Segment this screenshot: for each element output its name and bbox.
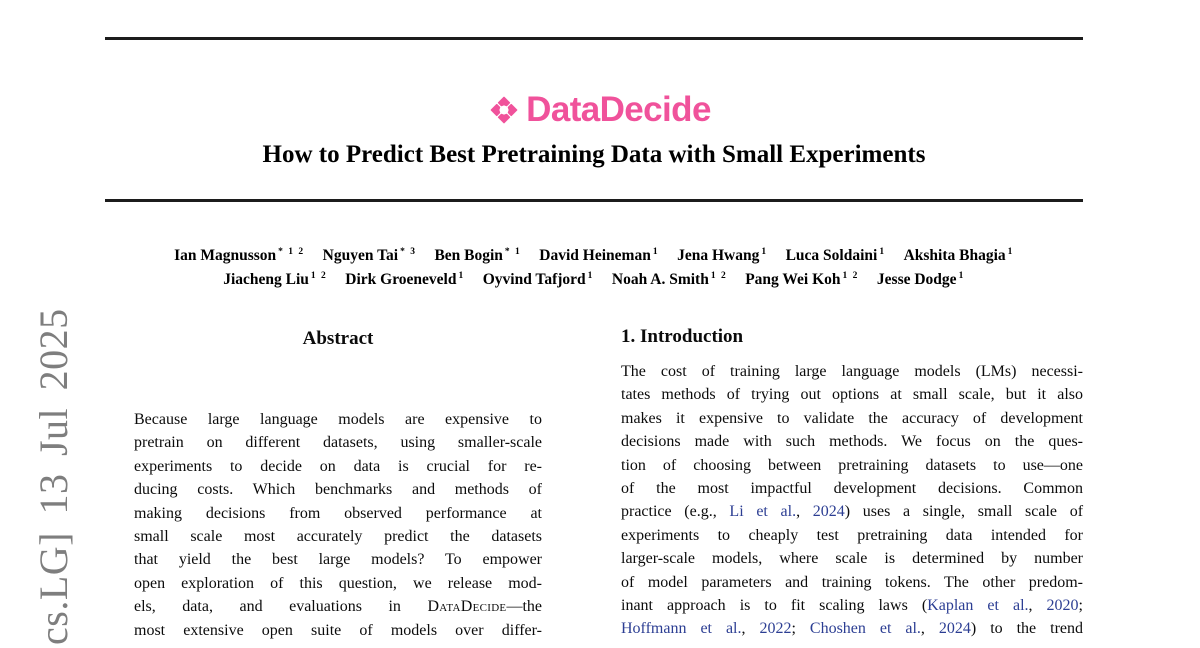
- text-segment: tion of choosing between pretraining datasets to use—one: [621, 456, 1083, 474]
- text-segment: —the: [506, 598, 542, 616]
- text-segment: ,: [741, 620, 760, 638]
- citation-link[interactable]: Li et al.: [729, 503, 797, 521]
- text-line: [621, 617, 1083, 640]
- text-line: [621, 477, 1083, 500]
- text-line: [134, 525, 542, 548]
- text-segment: that yield the best large models? To empower: [134, 551, 542, 569]
- author-affiliation-superscript: 1: [879, 247, 886, 257]
- author: Jena Hwang $^1$: [677, 247, 768, 265]
- text-segment: decisions made with such methods. We focus on the ques-: [621, 433, 1083, 451]
- text-segment: ,: [796, 503, 813, 521]
- text-segment: making decisions from observed performance at: [134, 504, 542, 522]
- text-segment: small scale most accurately predict the datasets: [134, 528, 542, 546]
- text-line: [621, 500, 1083, 523]
- text-segment: of model parameters and training tokens. The other predom-: [621, 573, 1083, 591]
- text-segment: ducing costs. Which benchmarks and methods of: [134, 481, 542, 499]
- abstract-heading: Abstract: [302, 328, 374, 349]
- datadecide-logo-text: DataDecide: [526, 90, 711, 129]
- text-line: [621, 360, 1083, 383]
- text-line: [621, 594, 1083, 617]
- author-affiliation-superscript: * 1: [504, 247, 522, 257]
- author-affiliation-superscript: 1 2: [710, 271, 728, 282]
- datadecide-logo: [0, 90, 1200, 130]
- author-affiliation-superscript: 1: [1007, 247, 1014, 257]
- introduction-heading: 1. Introduction: [621, 326, 744, 347]
- text-line: [621, 383, 1083, 406]
- text-segment: open exploration of this question, we release mod-: [134, 574, 542, 592]
- author-affiliation-superscript: * 3: [400, 247, 417, 257]
- arxiv-stamp: cs.LG] 13 Jul 2025: [31, 308, 76, 645]
- text-segment: ;: [1078, 597, 1083, 615]
- right-column: [621, 320, 1083, 642]
- text-line: [621, 547, 1083, 570]
- abstract-text: [134, 408, 542, 642]
- text-line: [621, 454, 1083, 477]
- author-affiliation-superscript: * 1 2: [278, 247, 305, 257]
- text-segment: ) to the trend: [970, 620, 1083, 638]
- text-line: [621, 524, 1083, 547]
- author: Ben Bogin $^{* 1}$: [434, 247, 522, 265]
- text-segment: tates methods of trying out options at small scale, but it also: [621, 386, 1083, 404]
- text-segment: ,: [1028, 597, 1047, 615]
- datadecide-logo-icon: [489, 95, 519, 125]
- text-line: [134, 619, 542, 642]
- author: Noah A. Smith $^{1 2}$: [611, 271, 728, 289]
- text-segment: ,: [920, 620, 939, 638]
- text-line: [134, 431, 542, 454]
- text-line: [621, 571, 1083, 594]
- text-line: [134, 455, 542, 478]
- text-segment: practice (e.g.,: [621, 503, 730, 521]
- citation-link[interactable]: 2022: [759, 620, 792, 638]
- author: Nguyen Tai $^{* 3}$: [322, 247, 417, 265]
- text-segment: els, data, and evaluations in: [134, 598, 428, 616]
- left-column: [105, 320, 571, 642]
- author: Jesse Dodge $^1$: [876, 271, 965, 289]
- text-line: [134, 502, 542, 525]
- citation-link[interactable]: Choshen et al.: [809, 620, 921, 638]
- text-line: [134, 548, 542, 571]
- text-line: [134, 572, 542, 595]
- author-affiliation-superscript: 1: [652, 247, 660, 257]
- author: Akshita Bhagia $^1$: [903, 247, 1014, 265]
- text-line: [621, 407, 1083, 430]
- citation-link[interactable]: Hoffmann et al.: [621, 620, 742, 638]
- text-segment: inant approach is to fit scaling laws (: [621, 597, 928, 615]
- author-affiliation-superscript: 1: [958, 271, 965, 282]
- author-line: [95, 266, 1093, 290]
- smallcaps-term: DataDecide: [427, 598, 507, 616]
- author: Ian Magnusson $^{* 1 2}$: [174, 247, 305, 265]
- text-segment: of the most impactful development decisions. Common: [621, 480, 1083, 498]
- author-line: [95, 242, 1093, 266]
- text-segment: experiments to decide on data is crucial for re-: [134, 457, 542, 475]
- text-segment: pretrain on different datasets, using smaller-scale: [134, 434, 542, 452]
- author-affiliation-superscript: 1: [458, 271, 465, 282]
- text-line: [134, 408, 542, 431]
- introduction-text: [621, 360, 1083, 641]
- author: David Heineman $^1$: [539, 247, 660, 265]
- text-line: [134, 595, 542, 618]
- author-affiliation-superscript: 1 2: [842, 271, 859, 282]
- author: Luca Soldaini $^1$: [785, 247, 886, 265]
- text-segment: ;: [791, 620, 810, 638]
- author-affiliation-superscript: 1: [761, 247, 768, 257]
- text-segment: makes it expensive to validate the accuracy of development: [621, 409, 1083, 427]
- author: Pang Wei Koh $^{1 2}$: [745, 271, 859, 289]
- text-segment: larger-scale models, where scale is determined by number: [621, 550, 1083, 568]
- author: Dirk Groeneveld $^1$: [345, 271, 465, 289]
- text-segment: Because large language models are expensive to: [134, 411, 542, 428]
- paper-title: How to Predict Best Pretraining Data with Small Experiments: [262, 141, 926, 168]
- text-segment: most extensive open suite of models over differ-: [134, 621, 542, 639]
- author-affiliation-superscript: 1: [587, 271, 594, 282]
- text-line: [621, 430, 1083, 453]
- text-segment: ) uses a single, small scale of: [844, 503, 1084, 521]
- citation-link[interactable]: 2020: [1046, 597, 1079, 615]
- text-line: [134, 478, 542, 501]
- text-segment: experiments to cheaply test pretraining data intended for: [621, 526, 1083, 544]
- author-list: [95, 242, 1093, 290]
- horizontal-rule-top: [105, 37, 1083, 40]
- author: Jiacheng Liu $^{1 2}$: [223, 271, 328, 289]
- two-column-body: [105, 320, 1083, 642]
- citation-link[interactable]: 2024: [938, 620, 971, 638]
- author: Oyvind Tafjord $^1$: [482, 271, 594, 289]
- author-affiliation-superscript: 1 2: [310, 271, 328, 282]
- text-segment: The cost of training large language models (LMs) necessi-: [621, 363, 1083, 380]
- citation-link[interactable]: Kaplan et al.: [927, 597, 1029, 615]
- citation-link[interactable]: 2024: [812, 503, 845, 521]
- horizontal-rule-mid: [105, 199, 1083, 202]
